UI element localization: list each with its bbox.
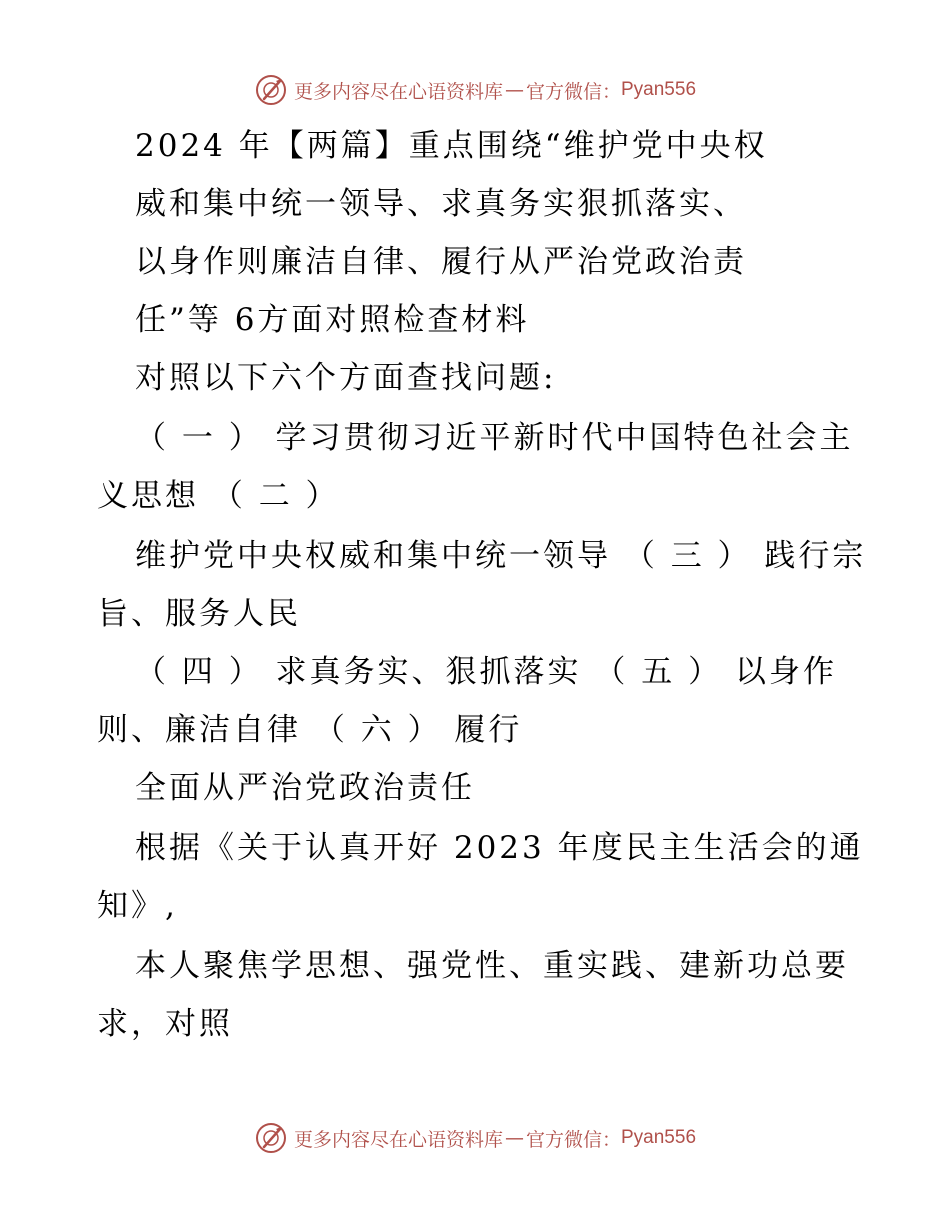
paragraph-line: 对照以下六个方面查找问题: (135, 360, 557, 396)
watermark-contact-label: 官方微信： (525, 80, 621, 103)
paragraph-line: 知》, (97, 888, 178, 924)
watermark-contact-label: 官方微信： (525, 1128, 621, 1151)
title-line-3: 以身作则廉洁自律、履行从严治党政治责 (135, 244, 747, 280)
watermark-text: 更多内容尽在心语资料库 (293, 80, 503, 103)
paragraph-line: 本人聚焦学思想、强党性、重实践、建新功总要 (135, 948, 849, 984)
title-line-1: 2024 年【两篇】重点围绕“维护党中央权 (135, 128, 768, 164)
paragraph-line: （ 四 ） 求真务实、狠抓落实 （ 五 ） 以身作 (135, 654, 837, 690)
watermark-separator: — (504, 1127, 524, 1149)
paragraph-line: 求，对照 (97, 1006, 233, 1042)
watermark-text: 更多内容尽在心语资料库 (293, 1128, 503, 1151)
paragraph-line: 旨、服务人民 (97, 596, 301, 632)
paragraph-line: 全面从严治党政治责任 (135, 770, 475, 806)
paragraph-line: 义思想 （ 二 ） (97, 478, 340, 514)
watermark-contact-id: Pyan556 (621, 79, 697, 100)
watermark-separator: — (504, 79, 524, 101)
paragraph-line: 则、廉洁自律 （ 六 ） 履行 (97, 712, 523, 748)
watermark-contact-id: Pyan556 (621, 1127, 697, 1148)
quill-logo-icon (254, 1121, 288, 1155)
paragraph-line: （ 一 ） 学习贯彻习近平新时代中国特色社会主 (135, 420, 854, 456)
paragraph-line: 维护党中央权威和集中统一领导 （ 三 ） 践行宗 (135, 538, 867, 574)
paragraph-line: 根据《关于认真开好 2023 年度民主生活会的通 (135, 830, 864, 866)
title-line-2: 威和集中统一领导、求真务实狠抓落实、 (135, 186, 747, 222)
title-line-4: 任”等 6方面对照检查材料 (135, 302, 530, 338)
footer-watermark (0, 1118, 950, 1158)
